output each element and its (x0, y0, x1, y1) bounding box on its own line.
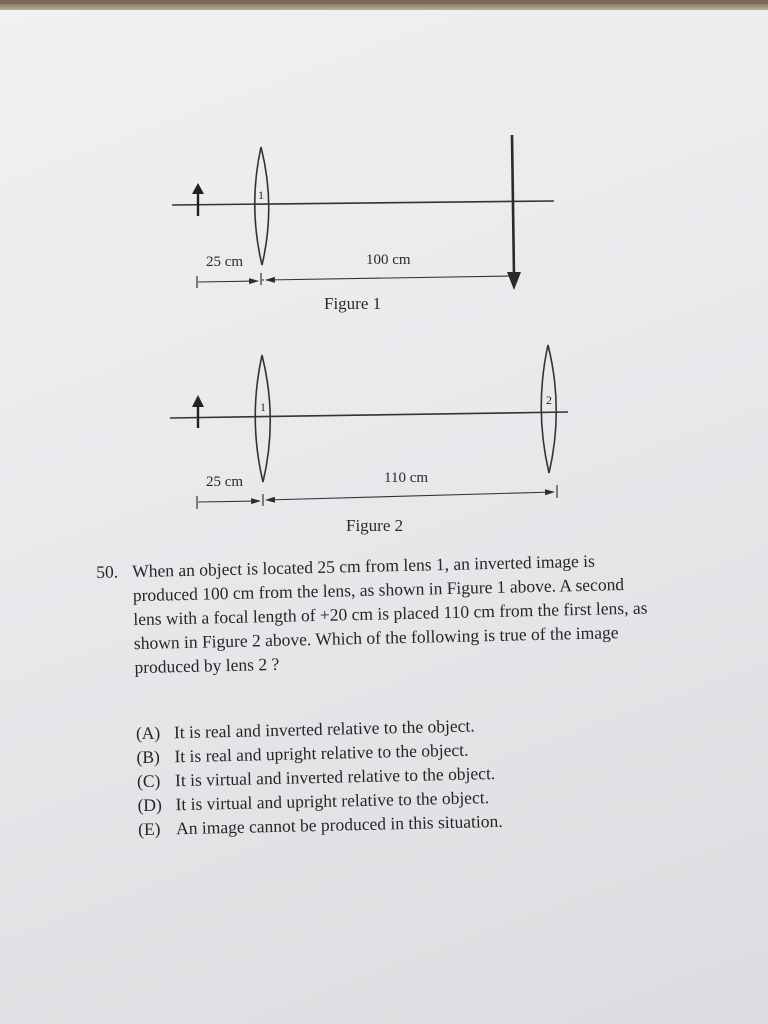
fig2-lens1-label: 1 (260, 400, 266, 414)
fig1-caption: Figure 1 (324, 294, 382, 313)
choice-text: It is virtual and upright relative to the object. (175, 787, 490, 815)
fig2-lens-1 (255, 355, 270, 482)
choice-letter: (A) (135, 722, 161, 744)
question-number: 50. (96, 561, 119, 582)
fig2-lens-2 (541, 345, 556, 473)
choice-text: It is real and inverted relative to the object. (173, 715, 475, 743)
choice-letter: (E) (137, 818, 161, 840)
fig2-optical-axis (170, 412, 568, 418)
choice-letter: (B) (136, 746, 161, 768)
fig2-dim-110 (266, 492, 554, 500)
choice-text: It is virtual and inverted relative to the object. (174, 763, 496, 791)
fig1-optical-axis (172, 201, 554, 205)
fig1-dim-25 (198, 281, 258, 282)
fig1-dim-100-line (266, 276, 510, 280)
fig1-object-arrowhead (192, 183, 204, 194)
fig1-lens-1 (255, 147, 269, 265)
fig1-lens-label: 1 (258, 188, 264, 202)
choice-letter: (C) (136, 770, 161, 792)
fig2-caption: Figure 2 (346, 516, 404, 535)
fig1-image-arrow (512, 135, 514, 276)
fig1-image-arrowhead (507, 272, 521, 290)
fig2-object-distance-label: 25 cm (206, 474, 244, 490)
answer-choices (136, 709, 659, 841)
fig2-lens2-label: 2 (546, 393, 552, 407)
fig1-object-distance-label: 25 cm (206, 254, 244, 270)
fig2-dim-25 (198, 501, 260, 502)
fig1-image-distance-label: 100 cm (366, 252, 411, 268)
choice-text: An image cannot be produced in this situation. (175, 810, 503, 839)
fig2-object-arrowhead (192, 395, 204, 407)
fig2-separation-label: 110 cm (384, 470, 429, 486)
choice-letter: (D) (137, 794, 163, 816)
question-text: When an object is located 25 cm from lens 1, an inverted image is produced 100 cm from the lens, as shown in Figure 1 above. A second lens with a focal length of +20 cm is placed 110 cm from the first lens, as shown in Figure 2 above. Which of the following is true of the image produced by lens 2 ? (132, 550, 648, 678)
choice-text: It is real and upright relative to the object. (174, 739, 469, 767)
figures-diagram (0, 4, 768, 1024)
paper-page (0, 4, 768, 1024)
